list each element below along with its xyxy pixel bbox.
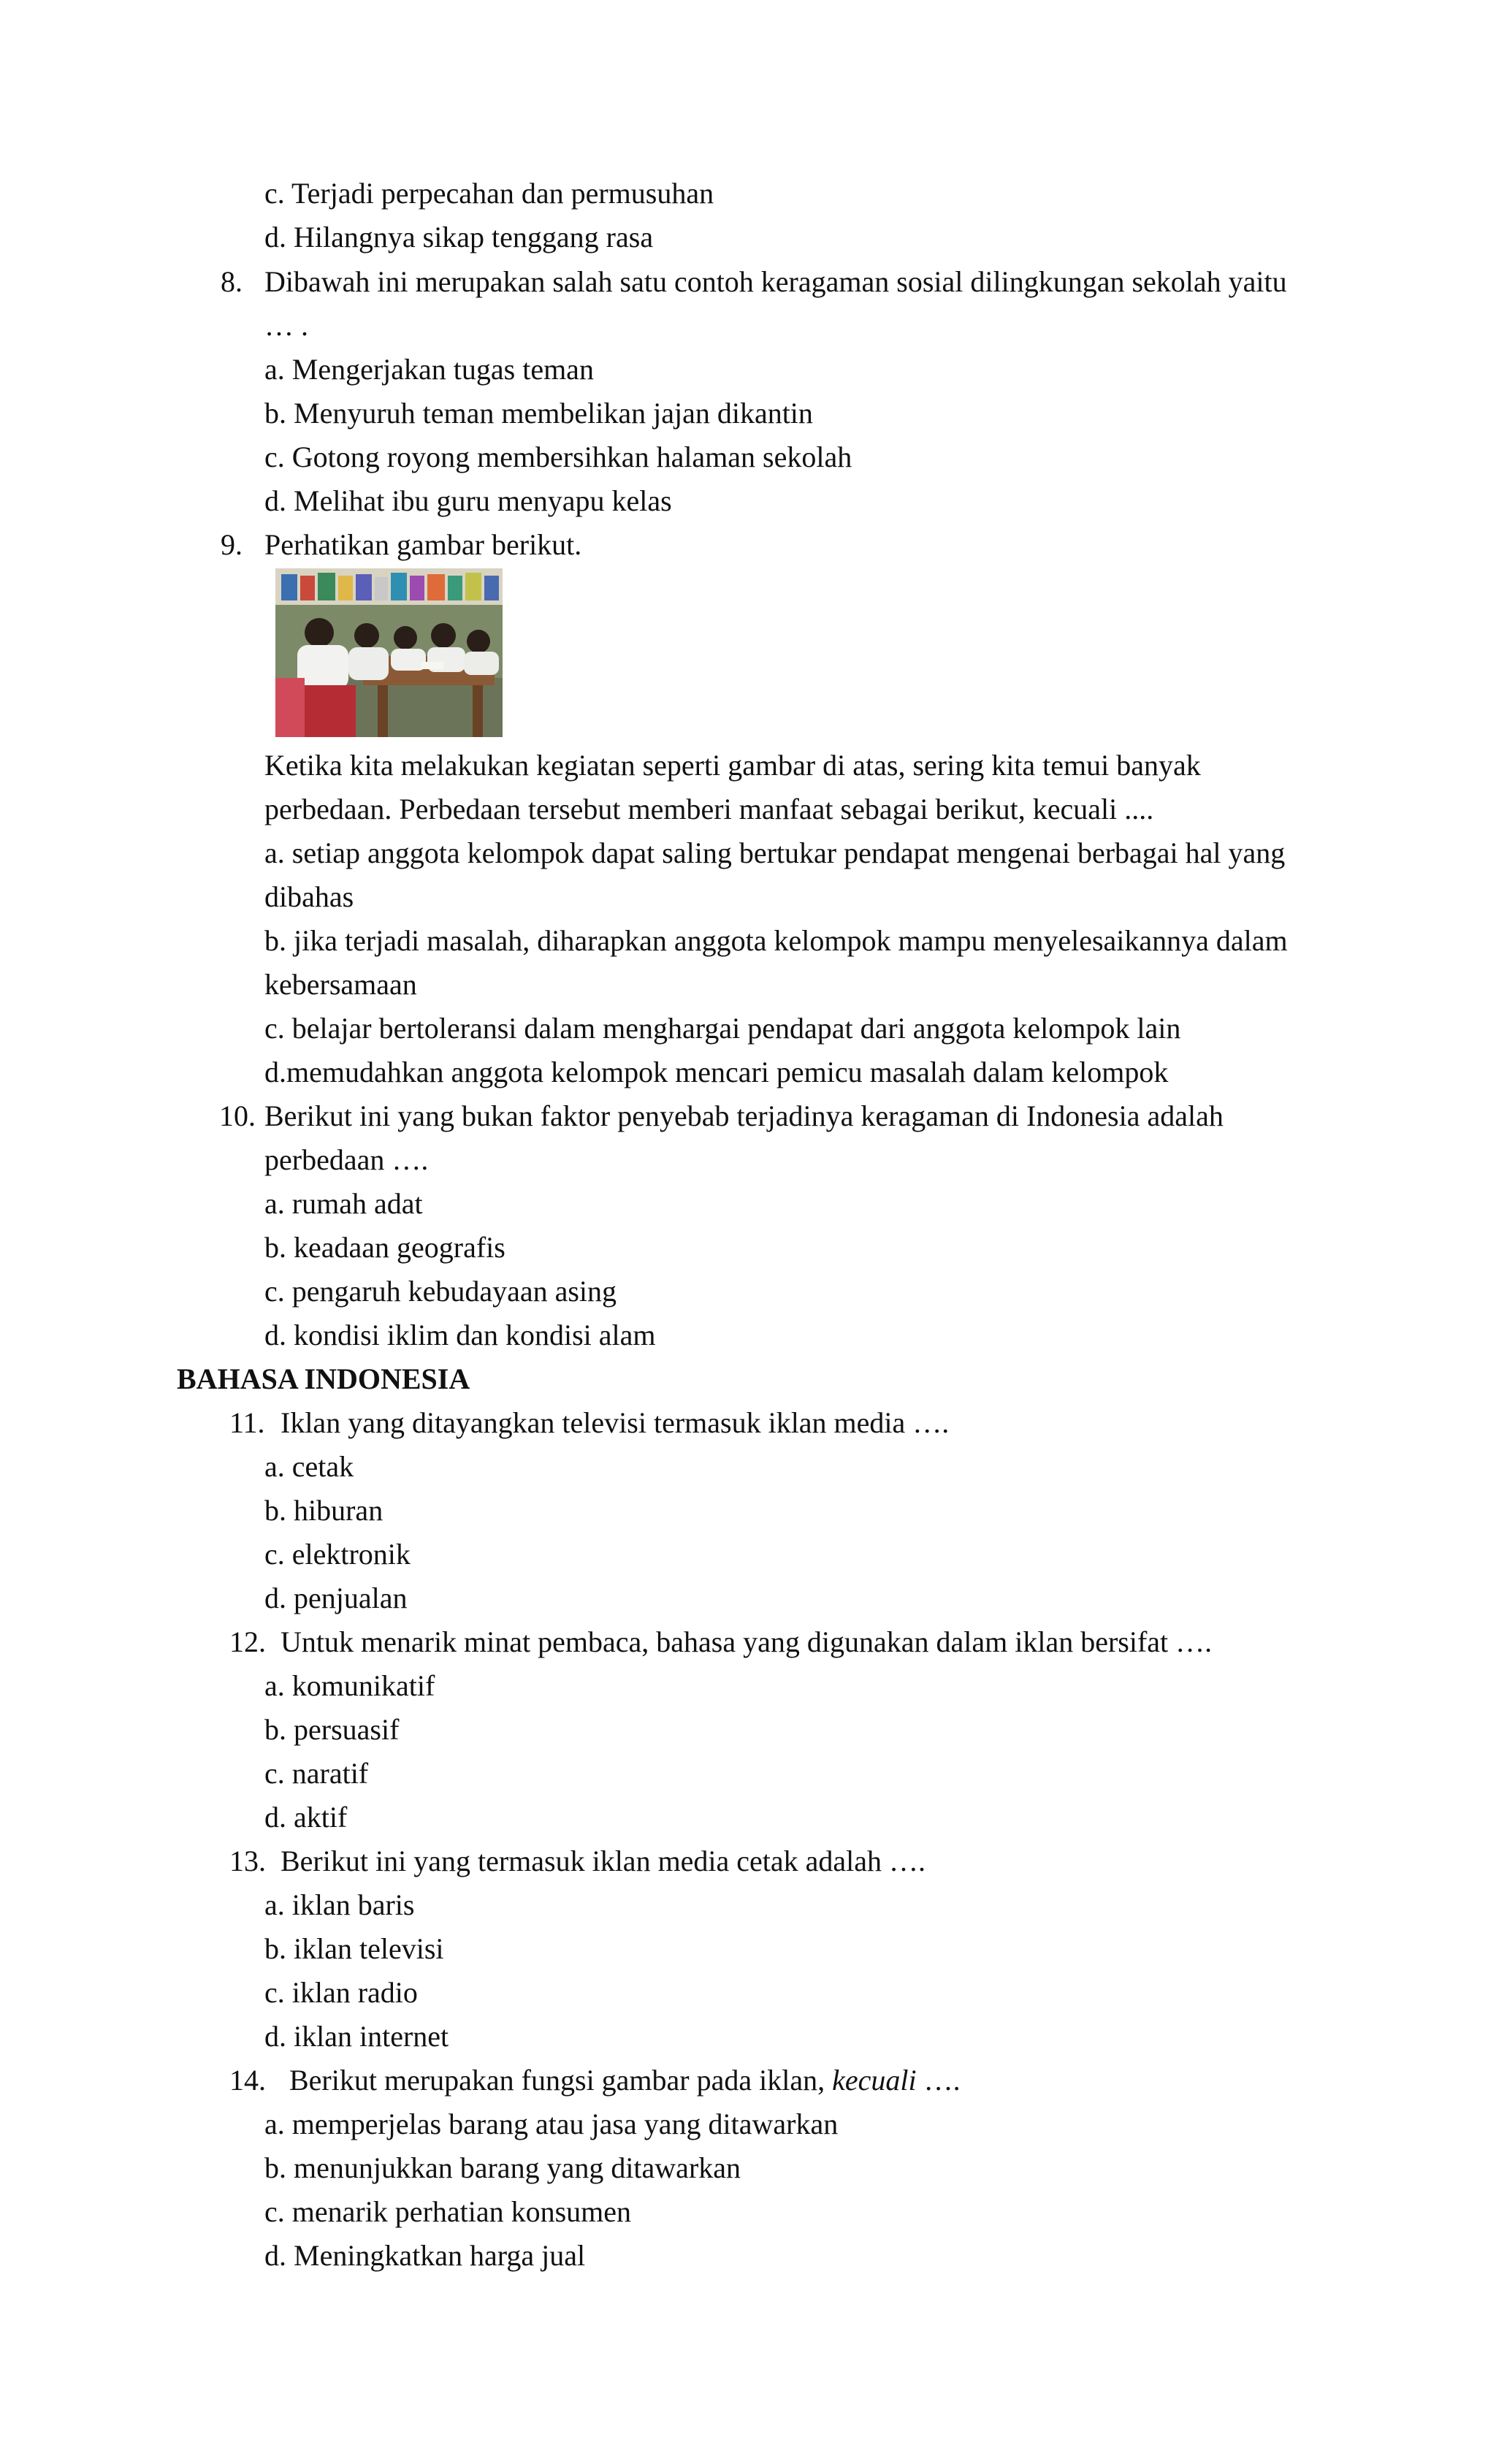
q11-option-d: d. penjualan (264, 1582, 408, 1614)
q14-option-a: a. memperjelas barang atau jasa yang ditawarkan (264, 2108, 839, 2140)
classroom-photo-icon (275, 568, 503, 737)
q11-option-a: a. cetak (264, 1450, 354, 1483)
q14-text-before: Berikut merupakan fungsi gambar pada iklan, (289, 2064, 833, 2097)
q9-option-b-line1: b. jika terjadi masalah, diharapkan anggota kelompok mampu menyelesaikannya dalam (264, 924, 1288, 957)
q12-option-c: c. naratif (264, 1757, 369, 1790)
q14-option-d: d. Meningkatkan harga jual (264, 2239, 586, 2272)
q8-text-line2: … . (264, 309, 308, 342)
q13-number: 13. (229, 1845, 266, 1877)
q10-option-a: a. rumah adat (264, 1187, 423, 1220)
q10-text-line2: perbedaan …. (264, 1143, 429, 1176)
q10-number: 10. (219, 1099, 256, 1132)
q9-option-a-line2: dibahas (264, 880, 354, 913)
q9-body-line2: perbedaan. Perbedaan tersebut memberi manfaat sebagai berikut, kecuali .... (264, 793, 1154, 825)
q9-option-d: d.memudahkan anggota kelompok mencari pemicu masalah dalam kelompok (264, 1056, 1169, 1088)
q9-option-c: c. belajar bertoleransi dalam menghargai pendapat dari anggota kelompok lain (264, 1012, 1181, 1045)
q9-option-a-line1: a. setiap anggota kelompok dapat saling bertukar pendapat mengenai berbagai hal yang (264, 836, 1286, 869)
q10-option-b: b. keadaan geografis (264, 1231, 505, 1264)
q8-option-c: c. Gotong royong membersihkan halaman sekolah (264, 440, 852, 473)
q7-option-c: c. Terjadi perpecahan dan permusuhan (264, 177, 714, 210)
q12-option-a: a. komunikatif (264, 1669, 435, 1702)
q10-option-c: c. pengaruh kebudayaan asing (264, 1275, 617, 1308)
q13-option-b: b. iklan televisi (264, 1932, 444, 1965)
classroom-group-photo (275, 568, 503, 737)
q12-number: 12. (229, 1625, 266, 1658)
q9-body-line1: Ketika kita melakukan kegiatan seperti gambar di atas, sering kita temui banyak (264, 749, 1201, 782)
q14-text (289, 2061, 961, 2099)
q7-option-d: d. Hilangnya sikap tenggang rasa (264, 221, 654, 253)
q13-option-d: d. iklan internet (264, 2020, 449, 2053)
q8-option-d: d. Melihat ibu guru menyapu kelas (264, 484, 672, 517)
q9-number: 9. (221, 528, 243, 561)
q11-number: 11. (229, 1406, 265, 1439)
q11-option-b: b. hiburan (264, 1494, 383, 1527)
q8-option-b: b. Menyuruh teman membelikan jajan dikantin (264, 397, 813, 430)
q12-option-d: d. aktif (264, 1801, 348, 1834)
q8-option-a: a. Mengerjakan tugas teman (264, 353, 594, 386)
q8-number: 8. (221, 265, 243, 298)
q12-option-b: b. persuasif (264, 1713, 400, 1746)
q12-text: Untuk menarik minat pembaca, bahasa yang digunakan dalam iklan bersifat …. (280, 1625, 1213, 1658)
q13-option-a: a. iklan baris (264, 1888, 415, 1921)
q14-number: 14. (229, 2064, 266, 2097)
q11-option-c: c. elektronik (264, 1538, 411, 1571)
q9-text: Perhatikan gambar berikut. (264, 528, 582, 561)
section-heading: BAHASA INDONESIA (177, 1362, 470, 1395)
q13-text: Berikut ini yang termasuk iklan media cetak adalah …. (280, 1845, 926, 1877)
q10-text-line1: Berikut ini yang bukan faktor penyebab terjadinya keragaman di Indonesia adalah (264, 1099, 1224, 1132)
q9-option-b-line2: kebersamaan (264, 968, 417, 1001)
q14-text-after: …. (916, 2064, 961, 2097)
q13-option-c: c. iklan radio (264, 1976, 418, 2009)
q10-option-d: d. kondisi iklim dan kondisi alam (264, 1319, 656, 1351)
q14-text-emphasis: kecuali (832, 2064, 917, 2097)
q14-option-b: b. menunjukkan barang yang ditawarkan (264, 2151, 741, 2184)
q14-option-c: c. menarik perhatian konsumen (264, 2195, 632, 2228)
q11-text: Iklan yang ditayangkan televisi termasuk iklan media …. (280, 1406, 950, 1439)
q8-text-line1: Dibawah ini merupakan salah satu contoh keragaman sosial dilingkungan sekolah yaitu (264, 265, 1287, 298)
